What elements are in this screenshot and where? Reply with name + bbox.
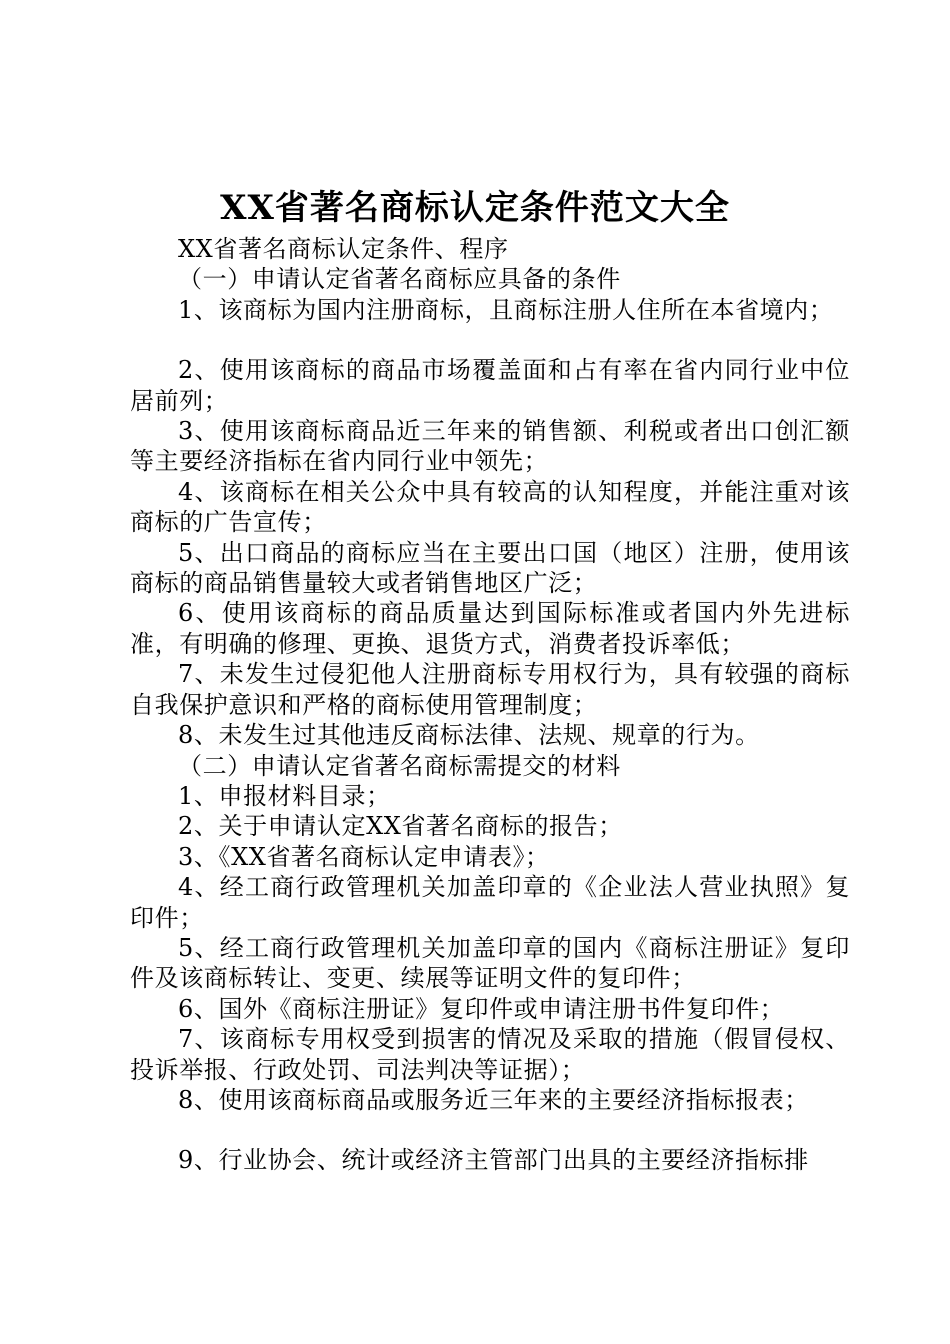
paragraph: 1、该商标为国内注册商标，且商标注册人住所在本省境内； bbox=[178, 295, 834, 324]
document-body bbox=[130, 234, 850, 1176]
paragraph: 6、国外《商标注册证》复印件或申请注册书件复印件； bbox=[178, 994, 785, 1023]
paragraph: 4、经工商行政管理机关加盖印章的《企业法人营业执照》复印件； bbox=[130, 873, 850, 932]
paragraph: 7、该商标专用权受到损害的情况及采取的措施（假冒侵权、投诉举报、行政处罚、司法判决等证据）； bbox=[130, 1025, 850, 1084]
paragraph: 6、使用该商标的商品质量达到国际标准或者国内外先进标准，有明确的修理、更换、退货方式，消费者投诉率低； bbox=[130, 599, 850, 658]
paragraph: 4、该商标在相关公众中具有较高的认知程度，并能注重对该商标的广告宣传； bbox=[130, 477, 850, 537]
paragraph: XX省著名商标认定条件、程序 bbox=[178, 235, 509, 263]
paragraph: 3、使用该商标商品近三年来的销售额、利税或者出口创汇额等主要经济指标在省内同行业中领先； bbox=[130, 417, 850, 476]
paragraph: 1、申报材料目录； bbox=[178, 781, 391, 810]
paragraph: 5、出口商品的商标应当在主要出口国（地区）注册，使用该商标的商品销售量较大或者销售地区广泛； bbox=[130, 538, 850, 598]
paragraph: 8、未发生过其他违反商标法律、法规、规章的行为。 bbox=[178, 721, 760, 750]
paragraph: 5、经工商行政管理机关加盖印章的国内《商标注册证》复印件及该商标转让、变更、续展等证明文件的复印件； bbox=[130, 933, 850, 993]
document-title: XX省著名商标认定条件范文大全 bbox=[220, 188, 730, 228]
paragraph: 7、未发生过侵犯他人注册商标专用权行为，具有较强的商标自我保护意识和严格的商标使用管理制度； bbox=[130, 660, 850, 719]
paragraph: 3、《XX省著名商标认定申请表》； bbox=[178, 842, 550, 871]
section-heading: （二）申请认定省著名商标需提交的材料 bbox=[178, 751, 621, 780]
paragraph: 8、使用该商标商品或服务近三年来的主要经济指标报表； bbox=[178, 1085, 809, 1114]
paragraph: 2、关于申请认定XX省著名商标的报告； bbox=[178, 812, 623, 841]
paragraph: 9、行业协会、统计或经济主管部门出具的主要经济指标排 bbox=[178, 1146, 809, 1175]
section-heading: （一）申请认定省著名商标应具备的条件 bbox=[178, 265, 621, 294]
paragraph: 2、使用该商标的商品市场覆盖面和占有率在省内同行业中位居前列； bbox=[130, 356, 850, 415]
